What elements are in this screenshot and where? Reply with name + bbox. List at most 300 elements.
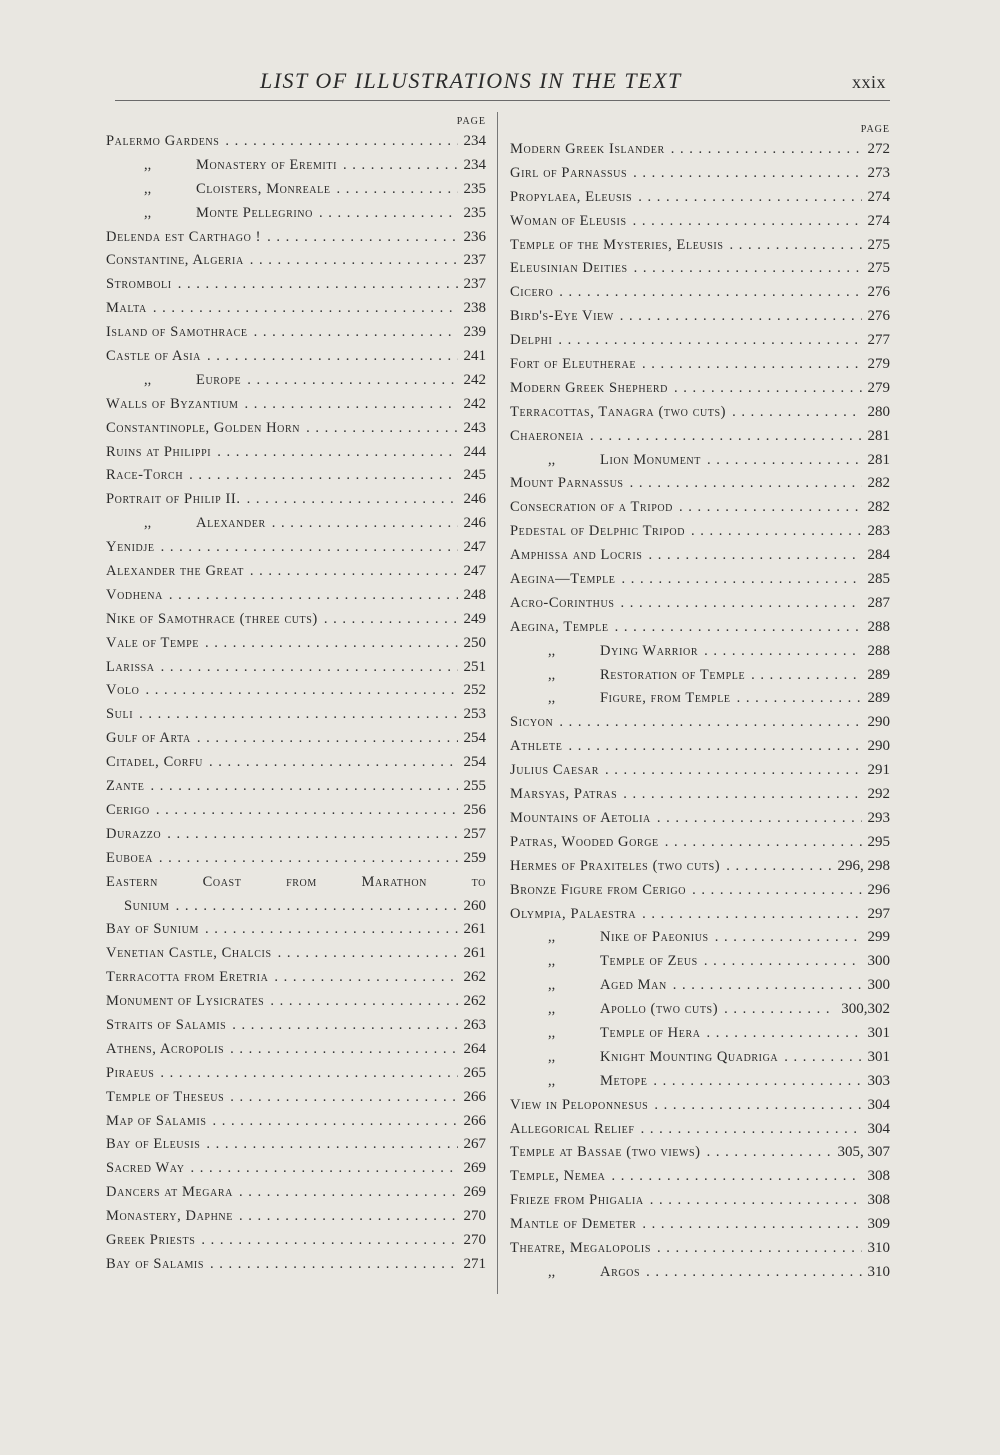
illustration-entry — [510, 1189, 890, 1213]
illustration-entry — [106, 393, 486, 417]
entry-title: Larissa — [106, 658, 155, 675]
entry-page: 245 — [463, 467, 486, 484]
entry-page: 270 — [463, 1208, 486, 1225]
illustration-entry — [510, 903, 890, 927]
dot-leader — [778, 1046, 861, 1070]
dot-leader — [731, 687, 862, 711]
illustration-entry — [510, 186, 890, 210]
entry-title: Temple of Hera — [600, 1024, 701, 1041]
dot-leader — [636, 353, 861, 377]
illustration-entry — [510, 234, 890, 258]
entry-title: Sicyon — [510, 714, 554, 731]
entry-title: Temple of the Mysteries, Eleusis — [510, 236, 724, 253]
dot-leader — [726, 401, 861, 425]
entry-title: Sacred Way — [106, 1160, 185, 1177]
entry-page: 247 — [463, 563, 486, 580]
illustration-entry — [106, 178, 486, 202]
illustration-entry — [106, 1038, 486, 1062]
dot-leader — [145, 775, 458, 799]
ditto-mark: ,, — [548, 953, 556, 970]
dot-leader — [226, 1014, 457, 1038]
entry-page: 234 — [463, 156, 486, 173]
entry-title: Euboea — [106, 849, 153, 866]
entry-title: Patras, Wooded Gorge — [510, 833, 659, 850]
dot-leader — [337, 154, 457, 178]
entry-page: 290 — [867, 714, 890, 731]
dot-leader — [233, 1181, 458, 1205]
entry-title: Mantle of Demeter — [510, 1216, 637, 1233]
entry-page: 296, 298 — [837, 857, 890, 874]
entry-page: 270 — [463, 1231, 486, 1248]
ditto-mark: ,, — [144, 371, 152, 388]
dot-leader — [636, 903, 861, 927]
dot-leader — [211, 441, 457, 465]
entry-page: 244 — [463, 443, 486, 460]
ditto-mark: ,, — [548, 666, 556, 683]
header-rule — [115, 100, 890, 101]
illustration-entry — [510, 281, 890, 305]
illustration-entry — [106, 441, 486, 465]
entry-page: 271 — [463, 1255, 486, 1272]
entry-page: 300 — [867, 953, 890, 970]
entry-page: 269 — [463, 1184, 486, 1201]
entry-title: Sunium — [124, 897, 170, 914]
illustration-entry — [106, 608, 486, 632]
entry-title: Eleusinian Deities — [510, 260, 628, 277]
illustration-entry — [106, 1181, 486, 1205]
entry-title: Olympia, Palaestra — [510, 905, 637, 922]
entry-title: Cloisters, Monreale — [196, 180, 331, 197]
illustration-entry — [106, 799, 486, 823]
dot-leader — [745, 664, 861, 688]
entry-page: 273 — [867, 164, 890, 181]
entry-page: 261 — [463, 945, 486, 962]
entry-page: 308 — [867, 1168, 890, 1185]
dot-leader — [201, 345, 458, 369]
dot-leader — [241, 488, 458, 512]
entry-page: 235 — [463, 204, 486, 221]
entry-page: 310 — [867, 1263, 890, 1280]
illustration-entry — [106, 703, 486, 727]
illustration-entry — [510, 711, 890, 735]
dot-leader — [632, 186, 861, 210]
entry-page: 254 — [463, 754, 486, 771]
dot-leader — [651, 807, 862, 831]
entry-title: Walls of Byzantium — [106, 395, 239, 412]
dot-leader — [239, 393, 458, 417]
entry-page: 264 — [463, 1040, 486, 1057]
entry-title: Acro-Corinthus — [510, 594, 615, 611]
entry-title: Metope — [600, 1072, 648, 1089]
illustration-entry — [510, 1165, 890, 1189]
illustration-entry — [106, 1110, 486, 1134]
page-number: xxix — [851, 72, 886, 92]
entry-page: 261 — [463, 921, 486, 938]
illustration-entry — [106, 847, 486, 871]
entry-title: Julius Caesar — [510, 762, 599, 779]
illustration-entry — [106, 656, 486, 680]
ditto-mark: ,, — [548, 690, 556, 707]
entry-title: Terracottas, Tanagra (two cuts) — [510, 403, 727, 420]
illustration-entry — [510, 1118, 890, 1142]
entry-page: 275 — [867, 260, 890, 277]
entry-page: 304 — [867, 1120, 890, 1137]
dot-leader — [624, 472, 862, 496]
entry-page: 310 — [867, 1239, 890, 1256]
entry-page: 252 — [463, 682, 486, 699]
entry-title: Bronze Figure from Cerigo — [510, 881, 687, 898]
entry-page: 285 — [867, 571, 890, 588]
entry-page: 300 — [867, 977, 890, 994]
dot-leader — [553, 281, 861, 305]
entry-title: Modern Greek Shepherd — [510, 379, 668, 396]
page-column-label: PAGE — [860, 124, 890, 135]
illustration-entry — [106, 154, 486, 178]
illustration-entry — [106, 775, 486, 799]
entry-title: Aegina, Temple — [510, 618, 609, 635]
entry-title: Monastery, Daphne — [106, 1208, 233, 1225]
illustration-entry — [106, 512, 486, 536]
entry-title: Allegorical Relief — [510, 1120, 635, 1137]
illustration-entry — [510, 544, 890, 568]
illustration-entry — [510, 1141, 890, 1165]
dot-leader — [150, 799, 458, 823]
entry-title: Marsyas, Patras — [510, 786, 618, 803]
entry-page: 301 — [867, 1024, 890, 1041]
entry-title: Terracotta from Eretria — [106, 969, 269, 986]
dot-leader — [163, 584, 458, 608]
entry-title: Girl of Parnassus — [510, 164, 628, 181]
illustration-entry — [106, 1014, 486, 1038]
dot-leader — [667, 974, 862, 998]
illustration-entry — [106, 560, 486, 584]
illustration-entry — [510, 1213, 890, 1237]
illustration-entry — [106, 895, 486, 919]
entry-page: 237 — [463, 276, 486, 293]
entry-title: Castle of Asia — [106, 348, 201, 365]
dot-leader — [635, 1118, 862, 1142]
entry-page: 277 — [867, 332, 890, 349]
illustration-entry — [510, 879, 890, 903]
entry-page: 242 — [463, 371, 486, 388]
entry-page: 284 — [867, 547, 890, 564]
dot-leader — [155, 536, 458, 560]
entry-title: Palermo Gardens — [106, 133, 220, 149]
dot-leader — [668, 377, 862, 401]
dot-leader — [133, 703, 457, 727]
page-column-label: PAGE — [456, 116, 486, 127]
entry-page: 267 — [463, 1136, 486, 1153]
entry-title: Hermes of Praxiteles (two cuts) — [510, 857, 721, 874]
entry-page: 282 — [867, 475, 890, 492]
dot-leader — [552, 329, 861, 353]
ditto-mark: ,, — [144, 180, 152, 197]
illustration-entry — [106, 942, 486, 966]
dot-leader — [698, 640, 861, 664]
entry-title: Theatre, Megalopolis — [510, 1239, 651, 1256]
entry-page: 299 — [867, 929, 890, 946]
dot-leader — [617, 783, 861, 807]
entry-title: Bird's-Eye View — [510, 308, 614, 325]
dot-leader — [686, 879, 861, 903]
entry-title: Monastery of Eremiti — [196, 156, 338, 173]
illustration-entry — [106, 536, 486, 560]
entry-page: 274 — [867, 188, 890, 205]
entry-page: 260 — [463, 897, 486, 914]
dot-leader — [313, 202, 458, 226]
entry-title: Consecration of a Tripod — [510, 499, 673, 516]
dot-leader — [183, 464, 457, 488]
dot-leader — [640, 1261, 861, 1285]
entry-title: Constantinople, Golden Horn — [106, 419, 301, 436]
entry-page: 292 — [867, 786, 890, 803]
dot-leader — [331, 178, 458, 202]
illustration-entry — [510, 520, 890, 544]
entry-title: Bay of Sunium — [106, 921, 199, 938]
entry-page: 279 — [867, 356, 890, 373]
entry-title: Mountains of Aetolia — [510, 809, 651, 826]
dot-leader — [651, 1237, 862, 1261]
entry-page: 305, 307 — [837, 1144, 890, 1161]
entry-title: Alexander the Great — [106, 563, 244, 580]
dot-leader — [599, 759, 862, 783]
entry-page: 254 — [463, 730, 486, 747]
illustration-entry — [510, 1094, 890, 1118]
entry-page: 274 — [867, 212, 890, 229]
dot-leader — [553, 711, 861, 735]
illustration-entry — [106, 202, 486, 226]
dot-leader — [318, 608, 458, 632]
dot-leader — [701, 1141, 832, 1165]
dot-leader — [172, 273, 458, 297]
entry-page: 303 — [867, 1072, 890, 1089]
entry-list — [510, 138, 890, 1285]
dot-leader — [644, 1189, 862, 1213]
dot-leader — [616, 568, 862, 592]
ditto-mark: ,, — [548, 1072, 556, 1089]
dot-leader — [139, 679, 457, 703]
entry-title: Frieze from Phigalia — [510, 1192, 644, 1209]
entry-page: 256 — [463, 801, 486, 818]
dot-leader — [224, 1086, 457, 1110]
illustration-entry — [106, 990, 486, 1014]
entry-title: Propylaea, Eleusis — [510, 188, 633, 205]
illustration-entry — [510, 401, 890, 425]
entry-title: View in Peloponnesus — [510, 1096, 649, 1113]
dot-leader — [268, 966, 457, 990]
page-header — [112, 68, 892, 98]
entry-title: Europe — [196, 371, 242, 388]
dot-leader — [718, 998, 835, 1022]
dot-leader — [685, 520, 861, 544]
illustration-entry — [510, 1261, 890, 1285]
entry-title: Lion Monument — [600, 451, 701, 468]
illustration-entry — [106, 1133, 486, 1157]
illustration-entry — [106, 369, 486, 393]
entry-title: Dancers at Megara — [106, 1184, 233, 1201]
dot-leader — [203, 751, 458, 775]
entry-page: 296 — [867, 881, 890, 898]
illustration-entry — [510, 496, 890, 520]
entry-title: Venetian Castle, Chalcis — [106, 945, 272, 962]
entry-title: Island of Samothrace — [106, 324, 248, 341]
entry-list — [106, 130, 486, 1277]
illustration-entry — [106, 632, 486, 656]
entry-page: 281 — [867, 451, 890, 468]
entry-page: 246 — [463, 515, 486, 532]
illustration-entry — [106, 1229, 486, 1253]
entry-page: 289 — [867, 690, 890, 707]
dot-leader — [204, 1253, 457, 1277]
dot-leader — [185, 1157, 458, 1181]
entry-title: Temple of Zeus — [600, 953, 698, 970]
illustration-entry — [106, 751, 486, 775]
dot-leader — [161, 823, 457, 847]
dot-leader — [155, 656, 458, 680]
entry-title: Yenidje — [106, 539, 155, 556]
dot-leader — [266, 512, 458, 536]
entry-page: 275 — [867, 236, 890, 253]
dot-leader — [199, 632, 457, 656]
illustration-entry — [106, 345, 486, 369]
dot-leader — [724, 234, 862, 258]
entry-title: Straits of Salamis — [106, 1016, 227, 1033]
entry-page: 293 — [867, 809, 890, 826]
entry-title: Eastern Coast from Marathon to — [106, 873, 486, 890]
entry-title: Portrait of Philip II. — [106, 491, 241, 508]
entry-page: 280 — [867, 403, 890, 420]
entry-page: 257 — [463, 825, 486, 842]
illustration-entry — [510, 759, 890, 783]
entry-page: 242 — [463, 395, 486, 412]
ditto-mark: ,, — [144, 156, 152, 173]
dot-leader — [627, 210, 862, 234]
entry-page: 279 — [867, 379, 890, 396]
entry-page: 235 — [463, 180, 486, 197]
illustration-entry — [106, 584, 486, 608]
illustration-entry — [106, 130, 486, 154]
entry-title: Temple of Theseus — [106, 1088, 225, 1105]
entry-title: Vodhena — [106, 586, 163, 603]
dot-leader — [701, 1022, 862, 1046]
entry-title: Figure, from Temple — [600, 690, 731, 707]
entry-page: 266 — [463, 1112, 486, 1129]
entry-title: Delenda est Carthago ! — [106, 228, 262, 245]
illustration-entry — [106, 823, 486, 847]
dot-leader — [224, 1038, 457, 1062]
dot-leader — [300, 417, 457, 441]
entry-page: 300,302 — [841, 1001, 890, 1018]
dot-leader — [153, 847, 458, 871]
page-title: LIST OF ILLUSTRATIONS IN THE TEXT — [260, 68, 682, 93]
entry-page: 276 — [867, 284, 890, 301]
dot-leader — [609, 616, 862, 640]
dot-leader — [615, 592, 862, 616]
illustration-entry — [510, 353, 890, 377]
entry-page: 265 — [463, 1064, 486, 1081]
illustration-entry — [510, 1022, 890, 1046]
entry-page: 246 — [463, 491, 486, 508]
ditto-mark: ,, — [548, 1048, 556, 1065]
entry-title: Aged Man — [600, 977, 667, 994]
right-column — [510, 116, 890, 1285]
dot-leader — [200, 1133, 457, 1157]
illustration-entry — [510, 305, 890, 329]
entry-page: 297 — [867, 905, 890, 922]
entry-title: Athens, Acropolis — [106, 1040, 225, 1057]
entry-title: Race-Torch — [106, 467, 184, 484]
entry-page: 288 — [867, 618, 890, 635]
left-column — [106, 116, 486, 1277]
dot-leader — [233, 1205, 458, 1229]
illustration-entry — [106, 249, 486, 273]
entry-title: Bay of Salamis — [106, 1255, 205, 1272]
entry-title: Chaeroneia — [510, 427, 584, 444]
illustration-entry — [510, 425, 890, 449]
entry-page: 304 — [867, 1096, 890, 1113]
entry-page: 251 — [463, 658, 486, 675]
dot-leader — [195, 1229, 457, 1253]
illustration-entry — [106, 679, 486, 703]
entry-title: Zante — [106, 778, 145, 795]
entry-title: Bay of Eleusis — [106, 1136, 201, 1153]
entry-page: 253 — [463, 706, 486, 723]
entry-title: Vale of Tempe — [106, 634, 200, 651]
illustration-entry — [106, 871, 486, 895]
illustration-entry — [510, 138, 890, 162]
entry-page: 247 — [463, 539, 486, 556]
entry-page: 262 — [463, 969, 486, 986]
entry-title: Volo — [106, 682, 140, 699]
illustration-entry — [510, 807, 890, 831]
dot-leader — [720, 855, 831, 879]
illustration-entry — [510, 687, 890, 711]
entry-page: 272 — [867, 141, 890, 157]
illustration-entry — [106, 488, 486, 512]
entry-page: 295 — [867, 833, 890, 850]
dot-leader — [219, 130, 457, 154]
illustration-entry — [106, 417, 486, 441]
illustration-entry — [510, 783, 890, 807]
illustration-entry — [510, 162, 890, 186]
dot-leader — [698, 950, 862, 974]
entry-title: Amphissa and Locris — [510, 547, 643, 564]
entry-page: 237 — [463, 252, 486, 269]
entry-title: Mount Parnassus — [510, 475, 624, 492]
dot-leader — [562, 735, 861, 759]
entry-title: Dying Warrior — [600, 642, 699, 659]
dot-leader — [627, 162, 861, 186]
entry-title: Aegina—Temple — [510, 571, 616, 588]
entry-title: Athlete — [510, 738, 563, 755]
ditto-mark: ,, — [548, 642, 556, 659]
entry-title: Monte Pellegrino — [196, 204, 313, 221]
entry-title: Cicero — [510, 284, 554, 301]
ditto-mark: ,, — [548, 929, 556, 946]
dot-leader — [606, 1165, 862, 1189]
dot-leader — [614, 305, 862, 329]
entry-page: 263 — [463, 1016, 486, 1033]
entry-page: 248 — [463, 586, 486, 603]
illustration-entry — [510, 1237, 890, 1261]
ditto-mark: ,, — [548, 1024, 556, 1041]
dot-leader — [241, 369, 457, 393]
entry-page: 287 — [867, 594, 890, 611]
illustration-entry — [106, 727, 486, 751]
illustration-entry — [106, 1253, 486, 1277]
dot-leader — [147, 297, 458, 321]
illustration-entry — [106, 321, 486, 345]
